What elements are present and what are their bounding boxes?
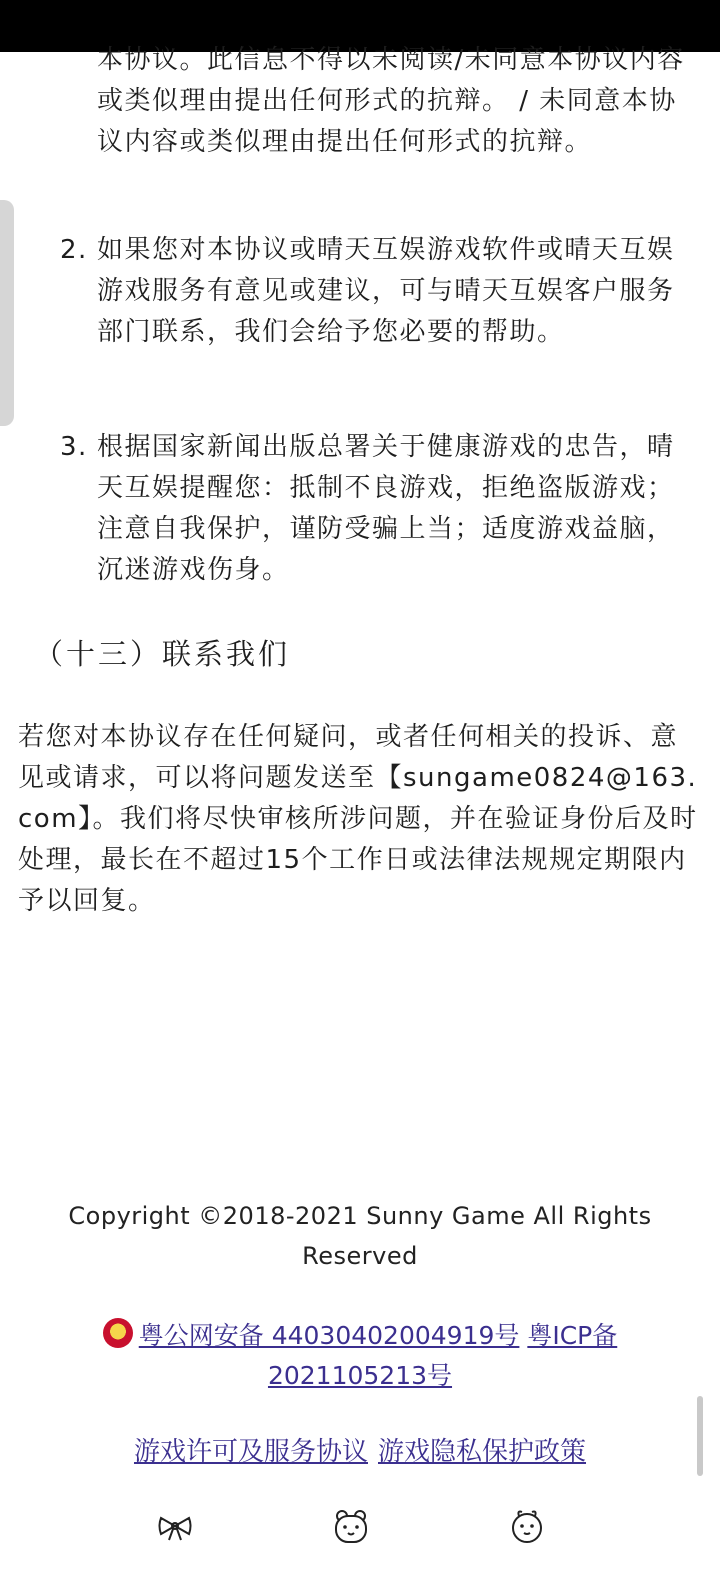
continuation-paragraph: 本协议。此信息不得以未阅读/未同意本协议内容或类似理由提出任何形式的抗辩。 / 未同意本协议内容或类似理由提出任何形式的抗辩。 — [97, 45, 685, 157]
bear-head-icon[interactable] — [507, 1506, 547, 1546]
list-number: 3. — [60, 432, 88, 462]
list-number: 2. — [60, 235, 88, 265]
bear-face-icon[interactable] — [331, 1506, 371, 1546]
list-item-text: 根据国家新闻出版总署关于健康游戏的忠告，晴天互娱提醒您：抵制不良游戏，拒绝盗版游戏；注意自我保护，谨防受骗上当；适度游戏益脑，沉迷游戏伤身。 — [97, 432, 675, 585]
beian-block — [60, 1316, 660, 1396]
section-title: （十三）联系我们 — [34, 637, 291, 671]
bow-icon[interactable] — [155, 1506, 195, 1546]
contact-paragraph: 若您对本协议存在任何疑问，或者任何相关的投诉、意见或请求，可以将问题发送至【sungame0824@163.com】。我们将尽快审核所涉问题，并在验证身份后及时处理，最长在不超过15个工作日或法律法规规定期限内予以回复。 — [18, 722, 698, 916]
scrollbar-thumb[interactable] — [697, 1396, 703, 1476]
list-item-text: 如果您对本协议或晴天互娱游戏软件或晴天互娱游戏服务有意见或建议，可与晴天互娱客户服务部门联系，我们会给予您必要的帮助。 — [97, 235, 675, 347]
copyright-text: Copyright ©2018-2021 Sunny Game All Rights Reserved — [68, 1202, 652, 1270]
footer-links — [40, 1432, 680, 1472]
icp-beian-link[interactable]: 粤ICP备2021105213号 — [267, 1321, 618, 1390]
privacy-policy-link[interactable]: 游戏隐私保护政策 — [378, 1437, 587, 1467]
bottom-nav — [0, 1500, 720, 1550]
service-agreement-link[interactable]: 游戏许可及服务协议 — [133, 1437, 368, 1467]
police-emblem-icon — [103, 1318, 133, 1348]
edge-swipe-handle[interactable] — [0, 200, 14, 426]
police-beian-link[interactable]: 粤公网安备 44030402004919号 — [138, 1321, 520, 1350]
